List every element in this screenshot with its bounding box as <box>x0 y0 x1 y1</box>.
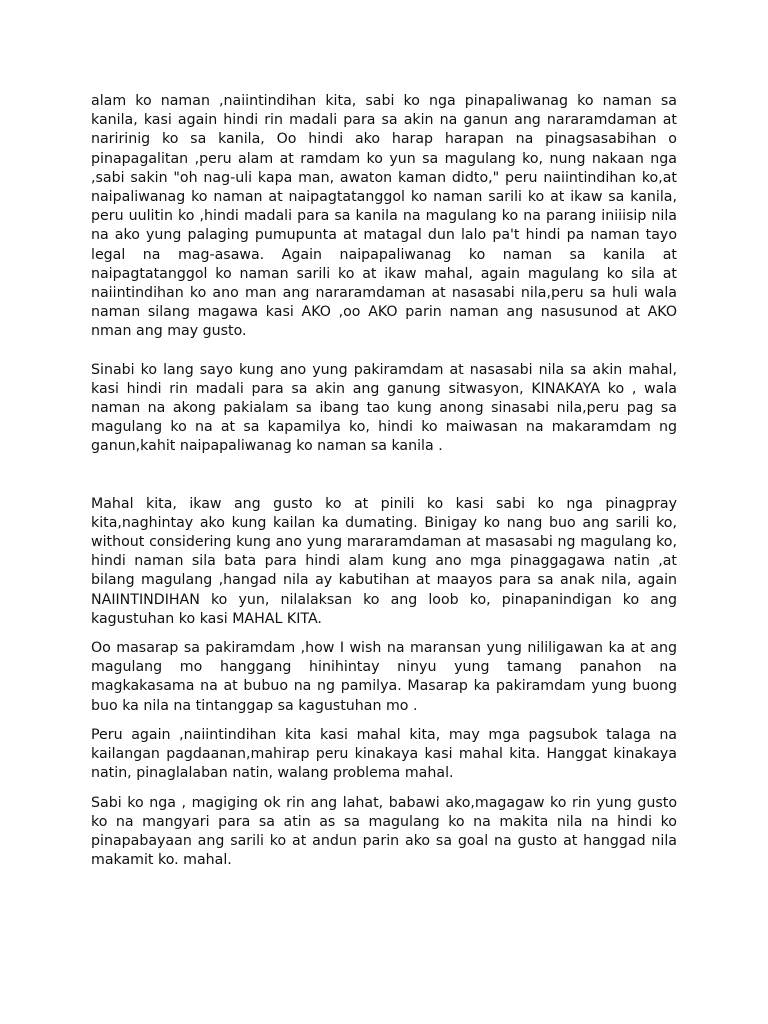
paragraph-3: Mahal kita, ikaw ang gusto ko at pinili ko kasi sabi ko nga pinagpray kita,naghintay ako kung kailan ka dumating. Binigay ko nang buo ang sarili ko, without considering kung ano yung mararamdaman at masasabi ng magulang ko, hindi naman sila bata para hindi alam kung ano mga pinaggagawa natin ,at bilang magulang ,hangad nila ay kabutihan at maayos para sa anak nila, again NAIINTINDIHAN ko yun, nilalaksan ko ang loob ko, pinapanindigan ko ang kagustuhan ko kasi MAHAL KITA. <box>91 495 677 627</box>
paragraph-2: Sinabi ko lang sayo kung ano yung pakiramdam at nasasabi nila sa akin mahal, kasi hindi rin madali para sa akin ang ganung sitwasyon, KINAKAYA ko , wala naman na akong pakialam sa ibang tao kung anong sinasabi nila,peru pag sa magulang ko na at sa kapamilya ko, hindi ko maiwasan na makaramdam ng ganun,kahit naipapaliwanag ko naman sa kanila . <box>91 361 677 455</box>
paragraph-6: Sabi ko nga , magiging ok rin ang lahat, babawi ako,magagaw ko rin yung gusto ko na mangyari para sa atin as sa magulang ko na makita nila na hindi ko pinapabayaan ang sarili ko at andun parin ako sa goal na gusto at hanggad nila makamit ko. mahal. <box>91 794 677 869</box>
document-body <box>91 92 677 870</box>
paragraph-4: Oo masarap sa pakiramdam ,how I wish na maransan yung nililigawan ka at ang magulang mo hanggang hinihintay ninyu yung tamang panahon na magkakasama na at bubuo na ng pamilya. Masarap ka pakiramdam yung buong buo ka nila na tintanggap sa kagustuhan mo . <box>91 640 677 714</box>
paragraph-5: Peru again ,naiintindihan kita kasi mahal kita, may mga pagsubok talaga na kailangan pagdaanan,mahirap peru kinakaya kasi mahal kita. Hanggat kinakaya natin, pinaglalaban natin, walang problema mahal. <box>91 726 677 782</box>
paragraph-1: alam ko naman ,naiintindihan kita, sabi ko nga pinapaliwanag ko naman sa kanila, kasi again hindi rin madali para sa akin na ganun ang nararamdaman at naririnig ko sa kanila, Oo hindi ako harap harapan na pinagsasabihan o pinapagalitan ,peru alam at ramdam ko yun sa magulang ko, nung nakaan nga ,sabi sakin "oh nag-uli kapa man, awaton kaman didto," peru naiintindihan ko,at naipaliwanag ko naman at naipagtatanggol ko naman sarili ko at ikaw sa kanila, peru uulitin ko ,hindi madali para sa kanila na magulang ko na parang iniiisip nila na ako yung palaging pumupunta at matagal dun lalo pa't hindi pa naman tayo legal na mag-asawa. Again naipapaliwanag ko naman sa kanila at naipagtatanggol ko naman sarili ko at ikaw mahal, again magulang ko sila at naiintindihan ko ano man ang nararamdaman at nasasabi nila,peru sa huli wala naman silang magawa kasi AKO ,oo AKO parin naman ang nasusunod at AKO nman ang may gusto. <box>91 93 677 340</box>
